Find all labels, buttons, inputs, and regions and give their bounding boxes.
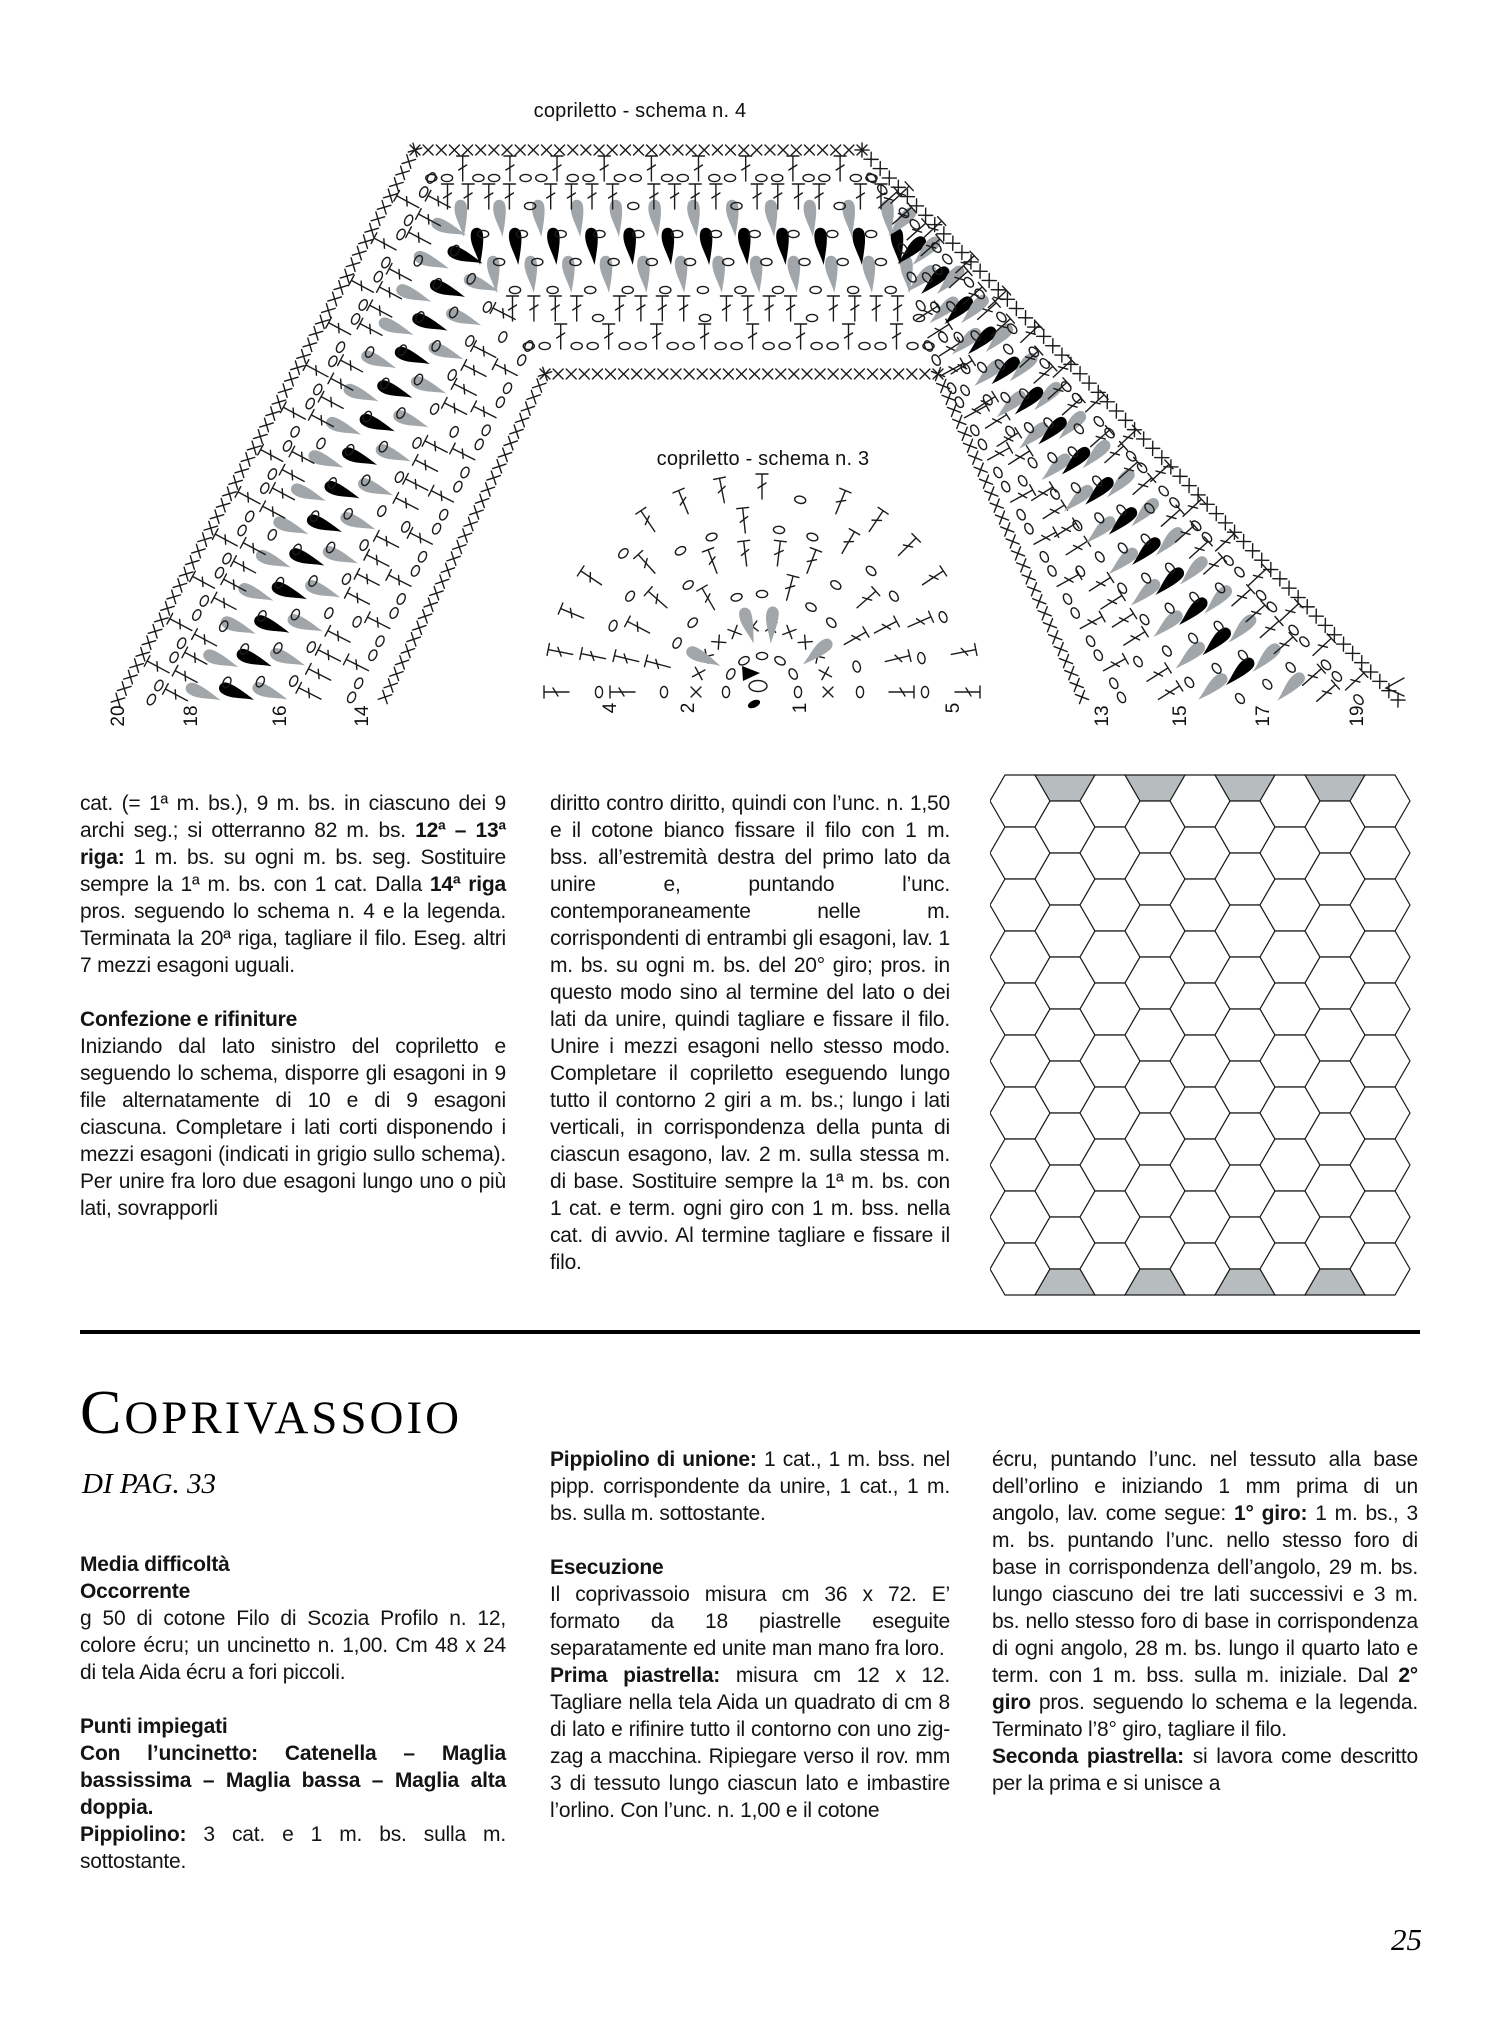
picot-union-para: Pippiolino di unione: 1 cat., 1 m. bss. nel pipp. corrispondente da unire, 1 cat., 1 m. bs. sulla m. sottostante. xyxy=(550,1448,951,1525)
article-col1-para2: Iniziando dal lato sinistro del copriletto e seguendo lo schema, disporre gli esagoni in 9 file alternatamente di 10 e di 9 esagoni ciascuna. Completare i lati corti disponendo i mezzi esagoni (indicati in grigio sullo schema). Per unire fra loro due esagoni lungo uno o più lati, sovrapporli xyxy=(80,1035,506,1220)
stitches-heading: Punti impiegati xyxy=(80,1715,228,1738)
svg-text:18: 18 xyxy=(181,705,202,727)
section-title-rest: OPRIVASSOIO xyxy=(124,1392,463,1444)
svg-text:17: 17 xyxy=(1253,705,1274,727)
coprivassoio-col1 xyxy=(80,1551,506,1875)
second-tile-para: Seconda piastrella: si lavora come descritto per la prima e si unisce a xyxy=(992,1745,1418,1795)
article-col2-para: diritto contro diritto, quindi con l’unc. n. 1,50 e il cotone bianco fissare il filo con 1 m. bss. all’estremità destra del primo lato da unire e, puntando l’unc. contemporaneamente nelle m. corrispondenti di entrambi gli esagoni, lav. 1 m. bs. su ogni m. bs. del 20° giro; pros. in questo modo sino al termine del lato o dei lati da unire, quindi tagliare e fissare il filo. Unire i mezzi esagoni nello stesso modo. Completare il copriletto eseguendo lungo tutto il contorno 2 giri a m. bs.; lungo i lati verticali, in corrispondenza della punta di ciascun esagono, lav. 2 m. sulla stessa m. di base. Sostituire sempre la 1ª m. bs. con 1 cat. e term. ogni giro con 1 m. bss. nella cat. di avvio. Al termine tagliare e fissare il filo. xyxy=(550,792,950,1274)
stitches-para: Con l’uncinetto: Catenella – Maglia bassissima – Maglia bassa – Maglia alta doppia. xyxy=(80,1742,506,1819)
svg-text:19: 19 xyxy=(1347,705,1368,727)
schema3-title: copriletto - schema n. 3 xyxy=(656,448,870,470)
article-col1-heading: Confezione e rifiniture xyxy=(80,1008,298,1031)
first-tile-para: Prima piastrella: misura cm 12 x 12. Tagliare nella tela Aida un quadrato di cm 8 di lato e rifinire tutto il contorno con uno zig-zag a macchina. Ripiegare verso il rov. mm 3 di tessuto lungo ciascun lato e imbastire l’orlino. Con l’unc. n. 1,00 e il cotone xyxy=(550,1664,950,1822)
svg-text:16: 16 xyxy=(270,705,291,727)
svg-text:5: 5 xyxy=(943,702,964,714)
svg-text:13: 13 xyxy=(1092,705,1113,727)
svg-text:2: 2 xyxy=(678,702,699,714)
svg-text:14: 14 xyxy=(352,705,373,727)
coprivassoio-col3 xyxy=(992,1446,1418,1797)
article-col2 xyxy=(550,790,950,1276)
picot-para: Pippiolino: 3 cat. e 1 m. bs. sulla m. sottostante. xyxy=(80,1823,506,1873)
materials-heading: Occorrente xyxy=(80,1580,191,1603)
execution-para: Il coprivassoio misura cm 36 x 72. E’ formato da 18 piastrelle eseguite separatamente ed unite man mano fra loro. xyxy=(550,1583,950,1660)
materials-para: g 50 di cotone Filo di Scozia Profilo n. 12, colore écru; un uncinetto n. 1,00. Cm 48 x 24 di tela Aida écru a fori piccoli. xyxy=(80,1607,506,1684)
coprivassoio-col2 xyxy=(550,1446,950,1824)
article-col1 xyxy=(80,790,506,1222)
page-number: 25 xyxy=(1391,1922,1422,1957)
article-col1-para1: cat. (= 1ª m. bs.), 9 m. bs. in ciascuno dei 9 archi seg.; si otterranno 82 m. bs. 12ª – 13ª riga: 1 m. bs. su ogni m. bs. seg. Sostituire sempre la 1ª m. bs. con 1 cat. Dalla 14ª riga pros. seguendo lo schema n. 4 e la legenda. Terminata la 20ª riga, tagliare il filo. Eseg. altri 7 mezzi esagoni uguali. xyxy=(80,792,506,977)
section-title xyxy=(80,1378,462,1449)
page-reference: DI PAG. 33 xyxy=(82,1468,216,1500)
section-divider xyxy=(80,1330,1420,1334)
svg-text:4: 4 xyxy=(600,702,621,714)
difficulty-heading: Media difficoltà xyxy=(80,1553,230,1576)
schema4-title: copriletto - schema n. 4 xyxy=(533,100,747,122)
svg-text:15: 15 xyxy=(1170,705,1191,727)
svg-text:1: 1 xyxy=(790,702,811,714)
col3-para1: écru, puntando l’unc. nel tessuto alla base dell’orlino e iniziando 1 mm prima di un angolo, lav. come segue: 1° giro: 1 m. bs., 3 m. bs. puntando l’unc. nello stesso foro di base in corrispondenza dell’angolo, 29 m. bs. lungo ciascuno dei tre lati successivi e 3 m. bs. nello stesso foro di base in corrispondenza di ogni angolo, 28 m. bs. lungo il quarto lato e term. con 1 m. bss. sulla m. iniziale. Dal 2° giro pros. seguendo lo schema e la legenda. Terminato l’8° giro, tagliare il filo. xyxy=(992,1448,1418,1741)
execution-heading: Esecuzione xyxy=(550,1556,664,1579)
svg-text:20: 20 xyxy=(108,705,129,727)
hexagon-assembly-diagram xyxy=(990,772,1420,1299)
section-title-initial: C xyxy=(80,1379,125,1447)
